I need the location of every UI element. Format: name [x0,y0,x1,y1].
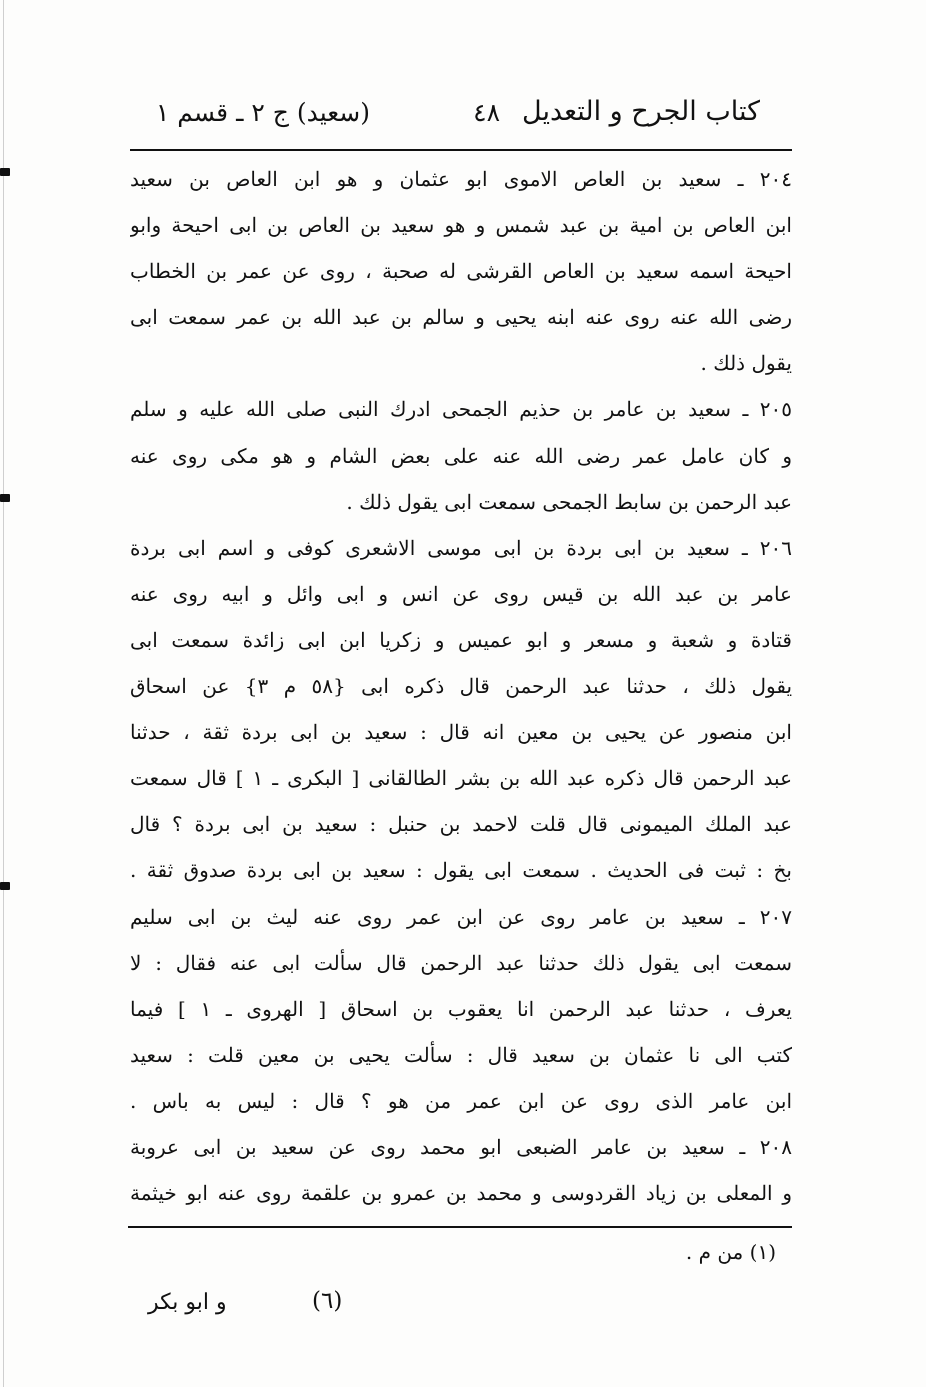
scan-edge-mark [0,494,10,502]
section-reference: (سعيد) ج ٢ ـ قسم ١ [155,98,370,127]
header-rule [130,149,792,151]
footnote-rule [128,1226,792,1228]
text-line: و كان عامل عمر رضى الله عنه على بعض الشام و هو مكى روى عنه [130,443,792,468]
entries-text [130,156,792,1216]
text-line: ٢٠٨ ـ سعيد بن عامر الضبعى ابو محمد روى عن سعيد بن ابى عروبة [130,1134,792,1159]
text-line: يعرف ، حدثنا عبد الرحمن انا يعقوب بن اسحاق [ الهروى ـ ١ ] فيما [130,996,792,1021]
signature-number: (٦) [312,1288,343,1314]
running-header [130,96,790,140]
book-title: كتاب الجرح و التعديل [522,96,760,127]
text-line: و المعلى بن زياد القردوسى و محمد بن عمرو بن علقمة روى عنه ابو خيثمة [130,1181,792,1206]
text-line: ابن عامر الذى روى عن ابن عمر من هو ؟ قال : ليس به باس . [130,1088,792,1113]
text-line: قتادة و شعبة و مسعر و ابو عميس و زكريا ابن ابى زائدة سمعت ابى [130,627,792,652]
text-line: ٢٠٧ ـ سعيد بن عامر روى عن ابن عمر روى عنه ليث بن ابى سليم [130,904,792,929]
text-line: ٢٠٥ ـ سعيد بن عامر بن حذيم الجمحى ادرك النبى صلى الله عليه و سلم [130,397,792,422]
footnote: (١) من م . [685,1240,776,1264]
text-line: ابن العاص بن امية بن عبد شمس و هو سعيد بن العاص بن ابى احيحة وابو [130,213,792,238]
text-line: كتب الى نا عثمان بن سعيد قال : سألت يحيى بن معين قلت : سعيد [130,1042,792,1067]
text-line: عبد الملك الميمونى قال قلت لاحمد بن حنبل : سعيد بن ابى بردة ؟ قال [130,812,792,837]
text-line: ٢٠٦ ـ سعيد بن ابى بردة بن ابى موسى الاشعرى كوفى و اسم ابى بردة [130,535,792,560]
page-number: ٤٨ [473,98,500,127]
text-line: سمعت ابى يقول ذلك حدثنا عبد الرحمن قال سألت ابى عنه فقال : لا [130,950,792,975]
text-line: احيحة اسمه سعيد بن العاص القرشى له صحبة ، روى عن عمر بن الخطاب [130,259,792,284]
text-line: بخ : ثبت فى الحديث . سمعت ابى يقول : سعيد بن ابى بردة صدوق ثقة . [130,858,792,883]
text-line: عبد الرحمن قال ذكره عبد الله بن بشر الطالقانى [ البكرى ـ ١ ] قال سمعت [130,766,792,791]
text-line: ٢٠٤ ـ سعيد بن العاص الاموى ابو عثمان و هو ابن العاص بن سعيد [130,167,792,191]
text-line: رضى الله عنه روى عنه ابنه يحيى و سالم بن عبد الله بن عمر سمعت ابى [130,305,792,330]
text-line: ابن منصور عن يحيى بن معين انه قال : سعيد بن ابى بردة ثقة ، حدثنا [130,720,792,745]
text-line: يقول ذلك ، حدثنا عبد الرحمن قال ذكره ابى {٥٨ م ٣} عن اسحاق [130,674,792,699]
text-line: يقول ذلك . [700,351,792,376]
text-line: عامر بن عبد الله بن قيس روى عن انس و ابى وائل و ابيه روى عنه [130,581,792,606]
catchword: و ابو بكر [148,1290,227,1315]
scan-edge-mark [0,168,10,176]
text-line: عبد الرحمن بن سابط الجمحى سمعت ابى يقول ذلك . [346,489,792,514]
scan-edge-line [3,0,4,1387]
scan-edge-mark [0,882,10,890]
